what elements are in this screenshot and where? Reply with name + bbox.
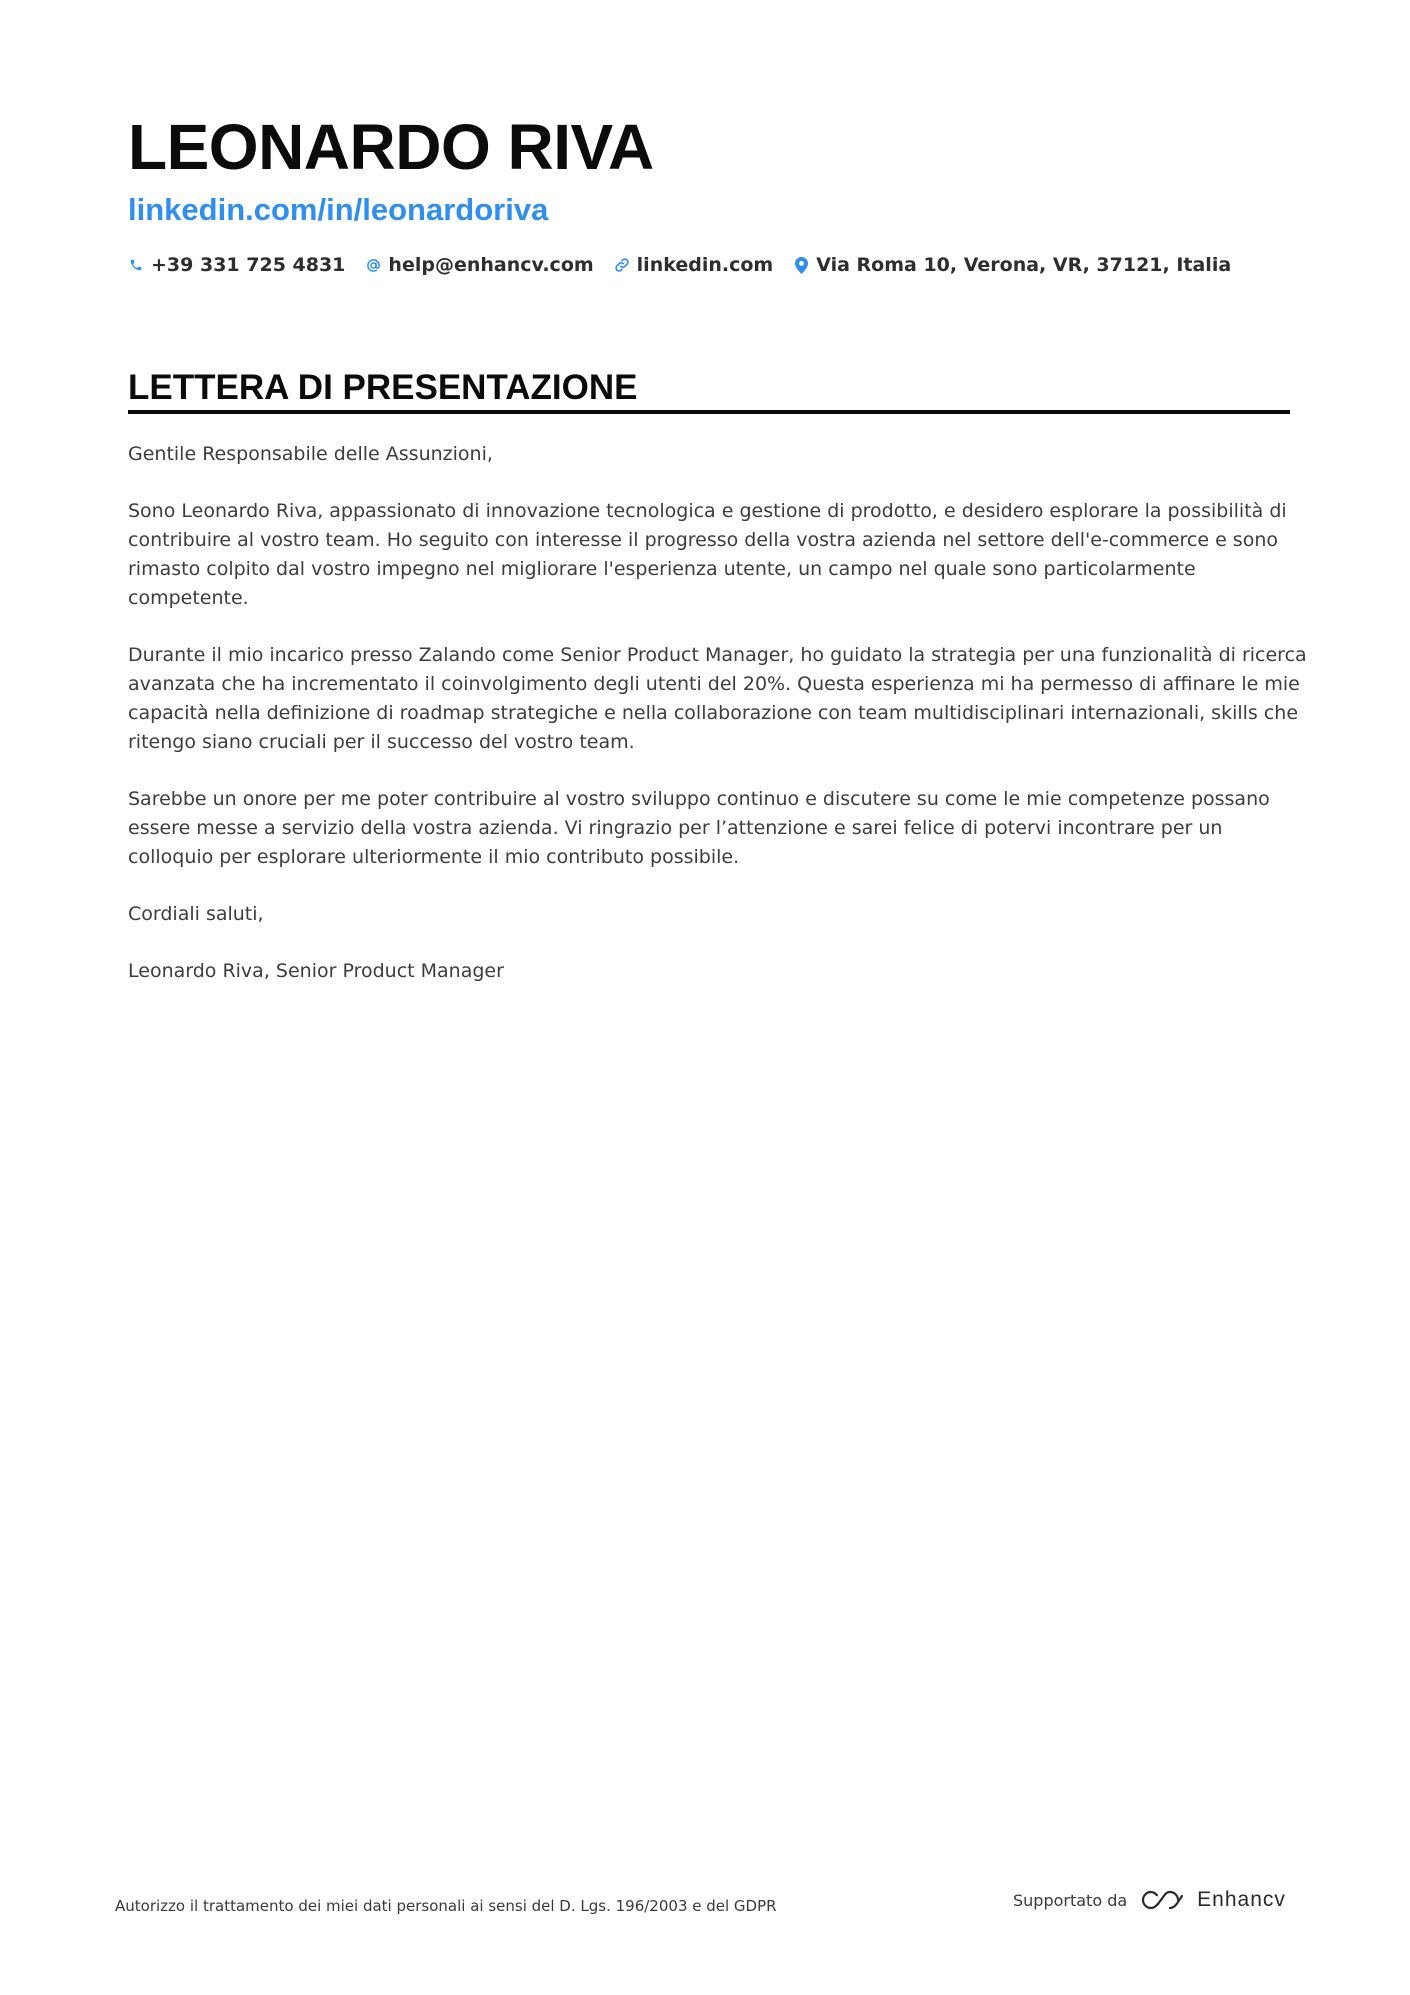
letter-closing: Cordiali saluti, <box>128 903 264 925</box>
location-pin-icon <box>793 255 809 275</box>
brand-name: Enhancv <box>1197 1888 1286 1911</box>
letter-paragraph: Sono Leonardo Riva, appassionato di innovazione tecnologica e gestione di prodotto, e desidero esplorare la possibilità di contribuire al vostro team. Ho seguito con interesse il progresso della vostra azienda nel settore dell'e-commerce e sono rimasto colpito dal vostro impegno nel migliorare l'esperienza utente, un campo nel quale sono particolarmente competente. <box>128 500 1287 609</box>
candidate-name: LEONARDO RIVA <box>128 111 654 183</box>
contact-email-text: help@enhancv.com <box>388 254 594 276</box>
contact-phone[interactable] <box>128 254 345 276</box>
contact-website-text: linkedin.com <box>636 254 774 276</box>
letter-paragraph: Durante il mio incarico presso Zalando come Senior Product Manager, ho guidato la strategia per una funzionalità di ricerca avanzata che ha incrementato il coinvolgimento degli utenti del 20%. Questa esperienza mi ha permesso di affinare le mie capacità nella definizione di roadmap strategiche e nella collaborazione con team multidisciplinari internazionali, skills che ritengo siano cruciali per il successo del vostro team. <box>128 644 1307 753</box>
phone-icon <box>128 255 144 275</box>
contact-bar <box>128 254 1251 276</box>
contact-website[interactable] <box>614 254 774 276</box>
link-icon <box>614 255 630 275</box>
headline-link[interactable]: linkedin.com/in/leonardoriva <box>128 192 549 227</box>
enhancv-logo-icon <box>1139 1888 1185 1912</box>
footer-consent: Autorizzo il trattamento dei miei dati personali ai sensi del D. Lgs. 196/2003 e del GDPR <box>115 1897 777 1915</box>
letter-paragraph: Sarebbe un onore per me poter contribuire al vostro sviluppo continuo e discutere su come le mie competenze possano essere messe a servizio della vostra azienda. Vi ringrazio per l’attenzione e sarei felice di potervi incontrare per un colloquio per esplorare ulteriormente il mio contributo possibile. <box>128 788 1270 868</box>
contact-address <box>793 254 1231 276</box>
at-icon <box>365 255 381 275</box>
section-title: LETTERA DI PRESENTAZIONE <box>128 366 1290 414</box>
letter-signature: Leonardo Riva, Senior Product Manager <box>128 960 504 982</box>
contact-email[interactable] <box>365 254 593 276</box>
contact-phone-text: +39 331 725 4831 <box>151 254 346 276</box>
letter-greeting: Gentile Responsabile delle Assunzioni, <box>128 443 493 465</box>
contact-address-text: Via Roma 10, Verona, VR, 37121, Italia <box>816 254 1232 276</box>
footer-branding[interactable] <box>1013 1888 1286 1912</box>
letter-body <box>128 440 1308 1014</box>
powered-by-label: Supportato da <box>1013 1890 1128 1910</box>
